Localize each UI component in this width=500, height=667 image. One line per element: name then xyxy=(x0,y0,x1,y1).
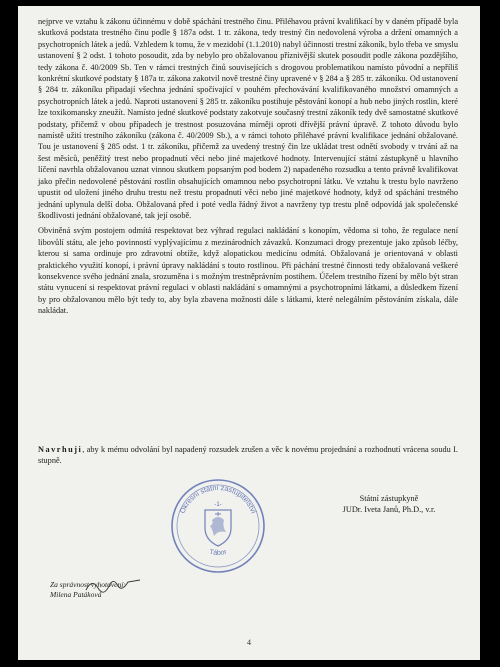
verification-block xyxy=(50,580,126,599)
proposal-paragraph xyxy=(38,444,458,467)
stamp-text-bottom: Tábor xyxy=(208,548,228,557)
verification-label: Za správnost vyhotovení: xyxy=(50,580,126,589)
official-stamp-icon xyxy=(168,476,268,576)
handwritten-signature-icon xyxy=(84,574,144,596)
page-number: 4 xyxy=(247,638,251,647)
stamp-text-center: -1- xyxy=(214,502,222,508)
signature-block xyxy=(314,493,464,515)
paragraph-legal-analysis: nejprve ve vztahu k zákonu účinnému v době spáchání trestného činu. Přiléhavou právní kvalifikací by v daném případě byla skutková podstata trestného činu podle § 187a odst. 1 tr. zákona, tedy trestný čin nedovolená výroba a držení omamných a psychotropních látek a jedů. Vzhledem k tomu, že v mezidobí (1.1.2010) nabyl účinnosti trestní zákoník, bylo třeba ve smyslu ustanovení § 2 odst. 1 tohoto posoudit, zda by nebylo pro obžalovanou příznivější skutek posoudit podle zákona pozdějšího, tedy zákona č. 40/2009 Sb. Ten v rámci trestných činů souvisejících s drogovou problematikou namísto původní a nepříliš konkrétní skutkové podstaty § 187a tr. zákona zakotvil nově trestné činy upravené v § 284 a § 285 tr. zákoníku. Od ustanovení § 284 tr. zákoníku připadají všechna jednání spočívající v pouhém přechovávání kvalifikovaného množství omamných a psychotropních látek a jedů. Naproti ustanovení § 285 tr. zákoníku postihuje pěstování konopí a hub nebo jiných rostlin, které lze toxikomansky zneužít. Namísto jedné skutkové podstaty zakotvuje současný trestní zákoník tedy dvě samostatné skutkové podstaty, přičemž v obou případech je trestnost posuzována mírněji oproti dřívější právní úpravě. Z tohoto důvodu bylo namístě užití trestního zákoníku (zákona č. 40/2009 Sb.), a v rámci tohoto přiléhavé právní kvalifikace jednání obžalované. Tou je ustanovení § 285 odst. 1 tr. zákoníku, přičemž za uvedený trestný čin lze ukládat trest odnětí svobody v trvání až na šest měsíců, peněžitý trest nebo propadnutí věci nebo jiné majetkové hodnoty. Intervenující státní zástupkyně u hlavního líčení navrhla obžalovanou uznat vinnou skutkem popsaným pod bodem 2) napadeného rozsudku a tento právně kvalifikovat jako přečin nedovolené pěstování rostlin obsahujících omamnou nebo psychotropní látku. Ve vztahu k trestu bylo navrženo upustit od uložení jiného druhu trestu než trestu propadnutí věci nebo jiné majetkové hodnoty, když od spáchání trestného jednání uplynula delší doba. Obžalovaná před i poté vedla řádný život a navrženy typ trestu plně odpovídá jak společenské škodlivosti jednání obžalované, tak její osobě. xyxy=(38,17,458,220)
svg-text:Tábor xyxy=(209,549,229,557)
paragraph-defendant-attitude: Obviněná svým postojem odmítá respektovat bez výhrad regulaci nakládání s konopím, vědoma si toho, že regulace není libovůlí státu, ale jeho povinností vyplývajícímu z mezinárodních závazků. Konzumaci drogy prezentuje jako způsob léčby, kterou si sama ordinuje pro zdravotní obtíže, když alopatickou medicínu odmítá. Obžalovaná je orientovaná v oblasti praktického využití konopí, i právní úpravy nakládání s touto rostlinou. Při páchání trestné činnosti tedy obžalovaná veškeré konsekvence svého jednání znala, srozuměna i s možným trestněprávním postihem. Účelem trestního řízení by mělo být stran státu vynucení si respektovat právní regulaci v oblasti nakládání s omamnými a psychotropními látkami, a důsledkem řízení by pro obžalovanou mělo být tedy to, aby byla zbavena možnosti dále s látkami, které nelegálním pěstováním získala, dále nakládat. xyxy=(38,226,458,316)
stamp-text-top: Okresní státní zastupitelství xyxy=(177,482,259,515)
signature-role: Státní zástupkyně xyxy=(359,494,419,503)
proposal-keyword: Navrhuji xyxy=(38,445,83,454)
coat-of-arms-icon xyxy=(205,510,231,546)
verification-name: Milena Patáková xyxy=(50,589,102,599)
proposal-text: , aby k mému odvolání byl napadený rozsudek zrušen a věc k novému projednání a rozhodnutí vrácena soudu I. stupně. xyxy=(38,445,458,466)
document-page xyxy=(18,6,480,660)
document-body xyxy=(38,16,458,317)
signature-name: JUDr. Iveta Janů, Ph.D., v.r. xyxy=(342,505,436,514)
